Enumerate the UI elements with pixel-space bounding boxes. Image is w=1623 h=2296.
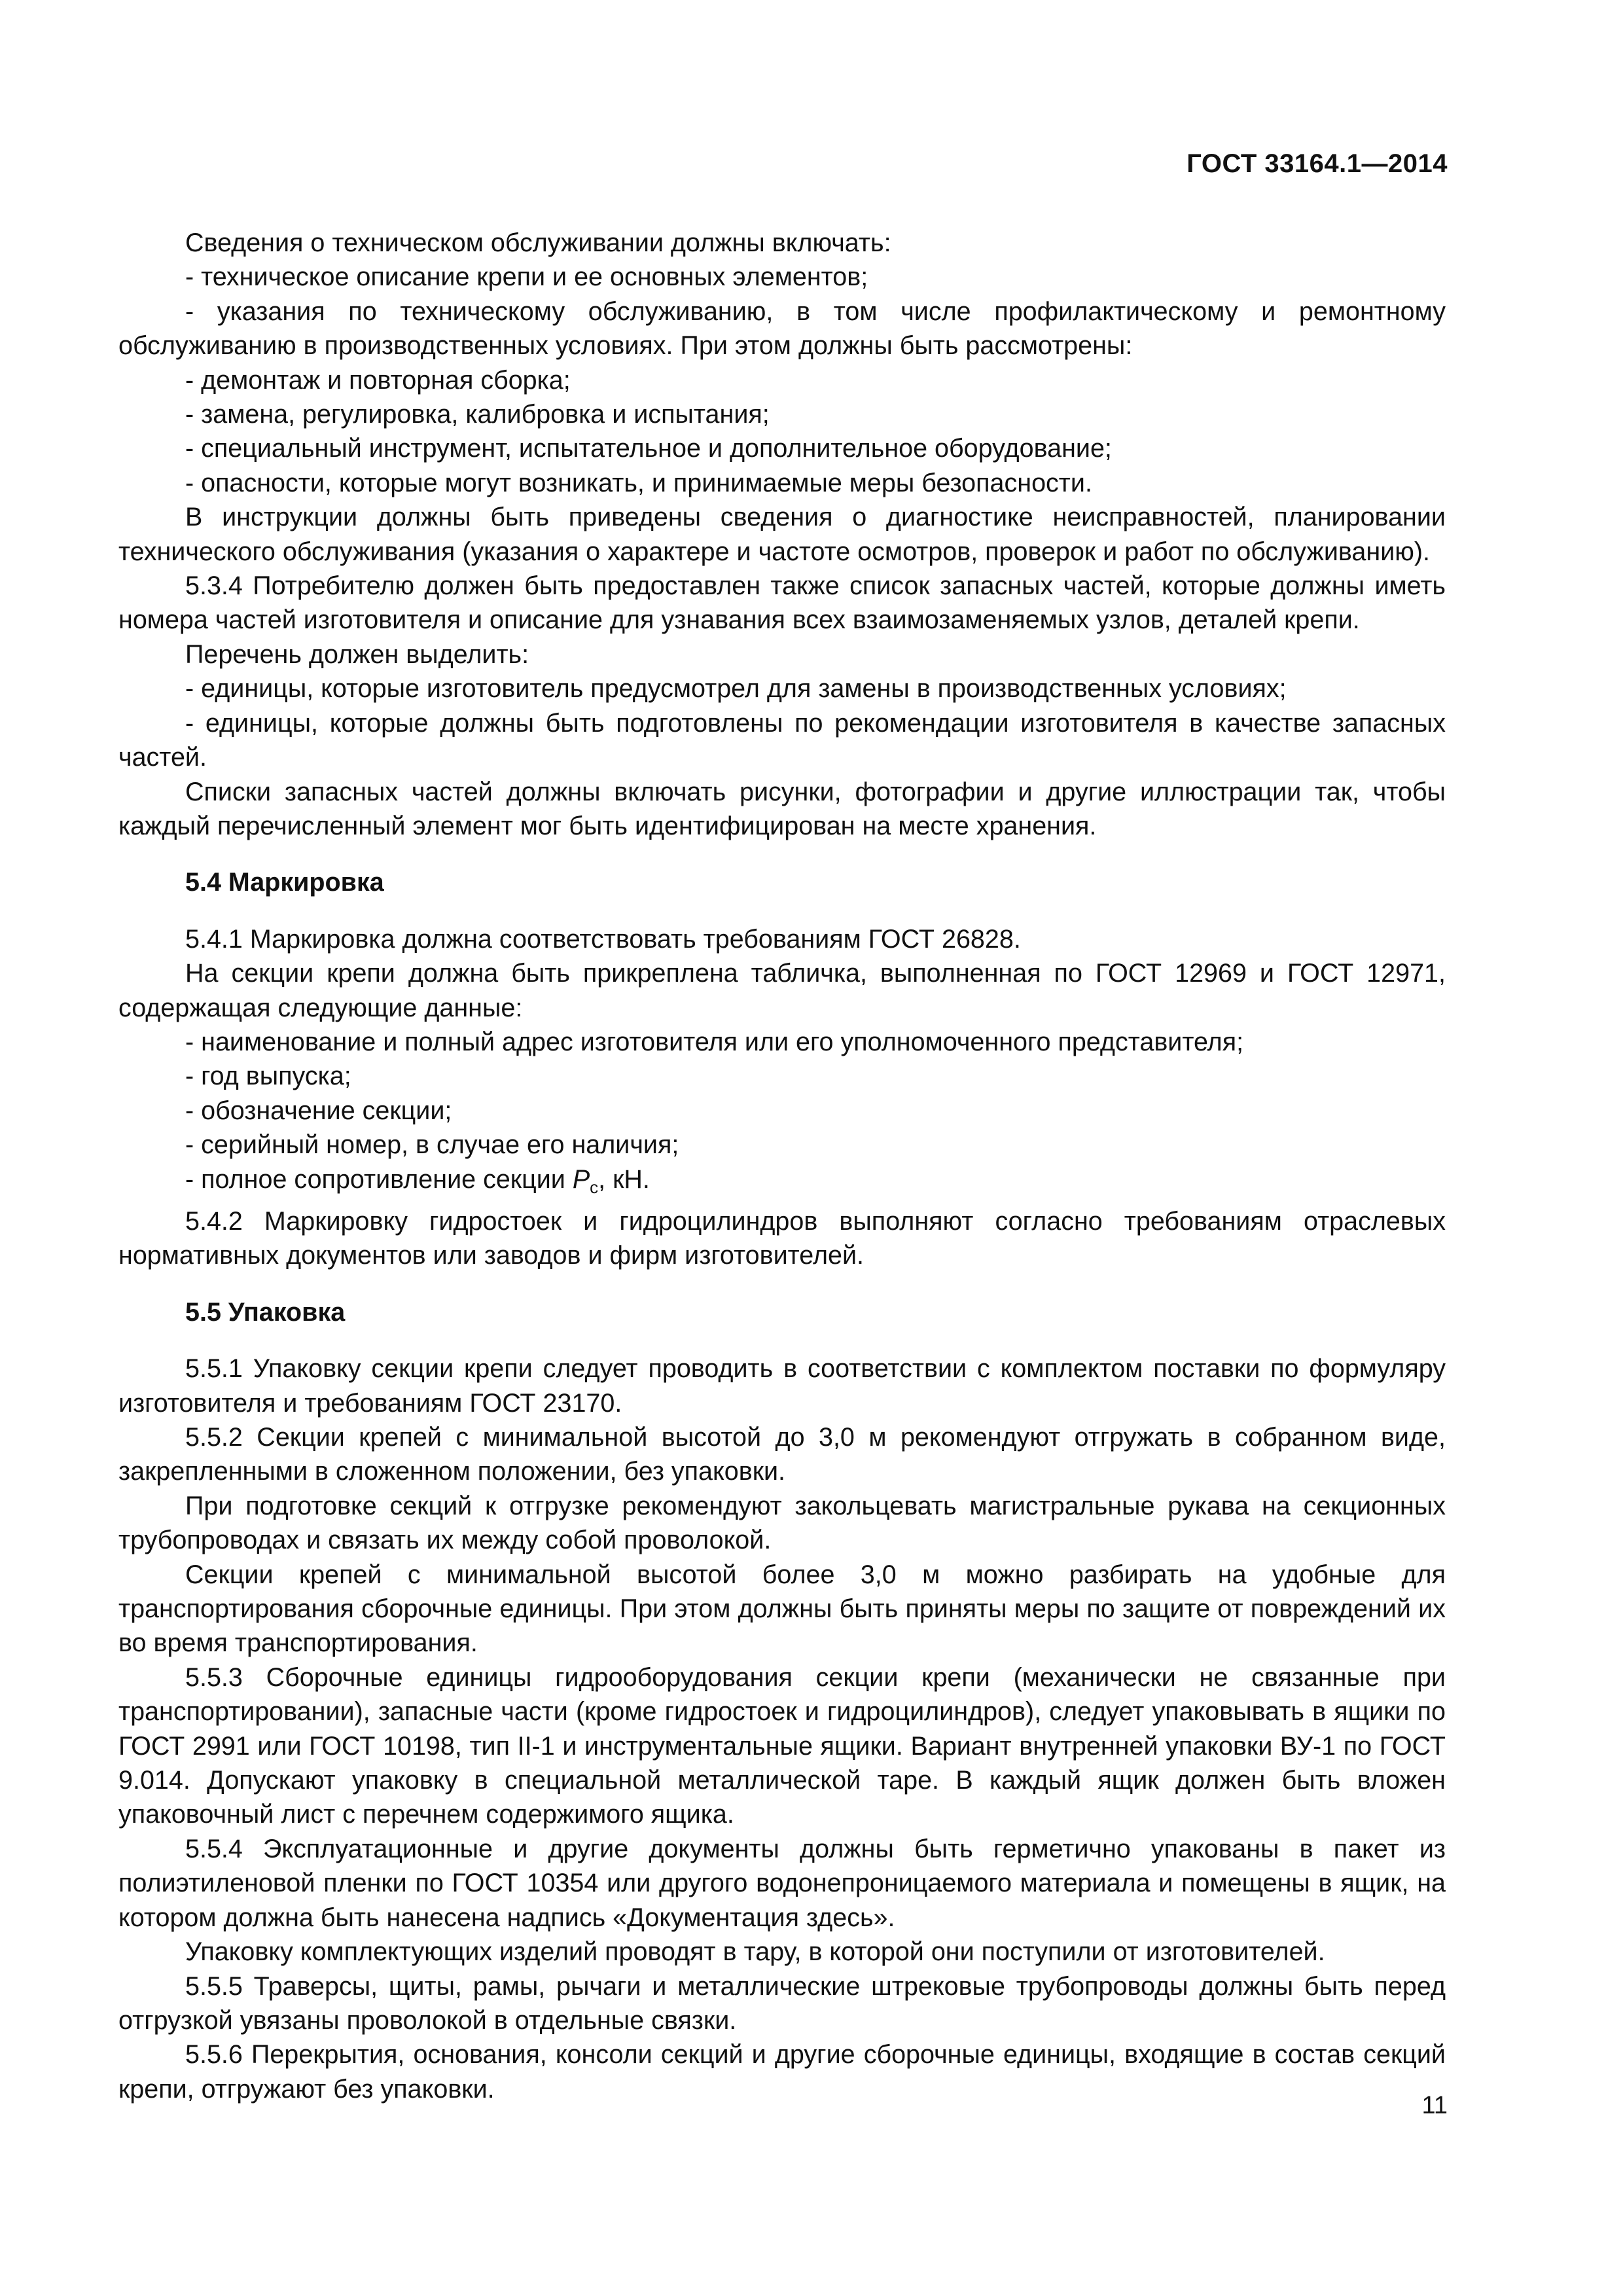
paragraph: При подготовке секций к отгрузке рекомендуют закольцевать магистральные рукава на секционных трубопроводах и связать их между собой проволокой. — [118, 1491, 1446, 1555]
document-body — [118, 226, 1446, 2106]
list-item: - техническое описание крепи и ее основных элементов; — [185, 262, 868, 292]
paragraph: В инструкции должны быть приведены сведения о диагностике неисправностей, планировании технического обслуживания (указания о характере и частоте осмотров, проверок и работ по обслуживанию). — [118, 503, 1446, 566]
list-item: - наименование и полный адрес изготовителя или его уполномоченного представителя; — [185, 1027, 1244, 1056]
list-item: - серийный номер, в случае его наличия; — [185, 1130, 679, 1160]
section-title-5-5: 5.5 Упаковка — [185, 1297, 346, 1327]
paragraph: Секции крепей с минимальной высотой более 3,0 м можно разбирать на удобные для транспортирования сборочные единицы. При этом должны быть приняты меры по защите от повреждений их во время транспортирования. — [118, 1560, 1446, 1658]
clause-5-5-2: 5.5.2 Секции крепей с минимальной высотой до 3,0 м рекомендуют отгружать в собранном виде, закрепленными в сложенном положении, без упаковки. — [118, 1423, 1446, 1486]
list-item-text: - полное сопротивление секции — [185, 1164, 573, 1194]
clause-5-5-6: 5.5.6 Перекрытия, основания, консоли секций и другие сборочные единицы, входящие в состав секций крепи, отгружают без упаковки. — [118, 2040, 1446, 2104]
list-item: - единицы, которые должны быть подготовлены по рекомендации изготовителя в качестве запасных частей. — [118, 708, 1446, 772]
clause-5-5-1: 5.5.1 Упаковку секции крепи следует проводить в соответствии с комплектом поставки по формуляру изготовителя и требованиям ГОСТ 23170. — [118, 1354, 1446, 1418]
list-item: - замена, регулировка, калибровка и испытания; — [185, 400, 770, 429]
list-item: - год выпуска; — [185, 1062, 351, 1091]
clause-5-4-1: 5.4.1 Маркировка должна соответствовать требованиям ГОСТ 26828. — [185, 924, 1021, 954]
section-title-5-4: 5.4 Маркировка — [185, 868, 384, 897]
list-item: - специальный инструмент, испытательное и дополнительное оборудование; — [185, 434, 1112, 463]
clause-5-5-3: 5.5.3 Сборочные единицы гидрооборудования секции крепи (механически не связанные при транспортировании), запасные части (кроме гидростоек и гидроцилиндров), следует упаковывать в ящики по ГОСТ 2991 или ГОСТ 10198, тип II-1 и инструментальные ящики. Вариант внутренней упаковки ВУ-1 по ГОСТ 9.014. Допускают упаковку в специальной металлической таре. В каждый ящик должен быть вложен упаковочный лист с перечнем содержимого ящика. — [118, 1662, 1446, 1829]
paragraph: На секции крепи должна быть прикреплена табличка, выполненная по ГОСТ 12969 и ГОСТ 12971, содержащая следующие данные: — [118, 959, 1446, 1022]
list-item — [118, 1162, 1446, 1204]
clause-5-4-2: 5.4.2 Маркировку гидростоек и гидроцилиндров выполняют согласно требованиям отраслевых нормативных документов или заводов и фирм изготовителей. — [118, 1206, 1446, 1270]
list-item: - единицы, которые изготовитель предусмотрел для замены в производственных условиях; — [185, 674, 1287, 704]
list-item-unit: , кН. — [598, 1164, 650, 1194]
paragraph: Списки запасных частей должны включать рисунки, фотографии и другие иллюстрации так, чтобы каждый перечисленный элемент мог быть идентифицирован на месте хранения. — [118, 777, 1446, 840]
list-item: - опасности, которые могут возникать, и принимаемые меры безопасности. — [185, 468, 1092, 497]
clause-5-3-4: 5.3.4 Потребителю должен быть предоставлен также список запасных частей, которые должны иметь номера частей изготовителя и описание для узнавания всех взаимозаменяемых узлов, деталей крепи. — [118, 571, 1446, 635]
page-number: 11 — [1421, 2092, 1448, 2119]
clause-5-5-4: 5.5.4 Эксплуатационные и другие документы должны быть герметично упакованы в пакет из полиэтиленовой пленки по ГОСТ 10354 или другого водонепроницаемого материала и помещены в ящик, на котором должна быть нанесена надпись «Документация здесь». — [118, 1834, 1446, 1932]
paragraph: Упаковку комплектующих изделий проводят в тару, в которой они поступили от изготовителей. — [185, 1937, 1325, 1967]
document-code-header: ГОСТ 33164.1—2014 — [1186, 149, 1448, 178]
resistance-symbol: P — [572, 1164, 590, 1194]
resistance-subscript: c — [590, 1177, 599, 1197]
list-item: - демонтаж и повторная сборка; — [185, 365, 571, 395]
paragraph: Сведения о техническом обслуживании должны включать: — [185, 228, 891, 257]
paragraph: Перечень должен выделить: — [185, 639, 529, 669]
list-item: - обозначение секции; — [185, 1096, 452, 1125]
clause-5-5-5: 5.5.5 Траверсы, щиты, рамы, рычаги и металлические штрековые трубопроводы должны быть перед отгрузкой увязаны проволокой в отдельные связки. — [118, 1971, 1446, 2035]
list-item: - указания по техническому обслуживанию, в том числе профилактическому и ремонтному обслуживанию в производственных условиях. При этом должны быть рассмотрены: — [118, 296, 1446, 361]
